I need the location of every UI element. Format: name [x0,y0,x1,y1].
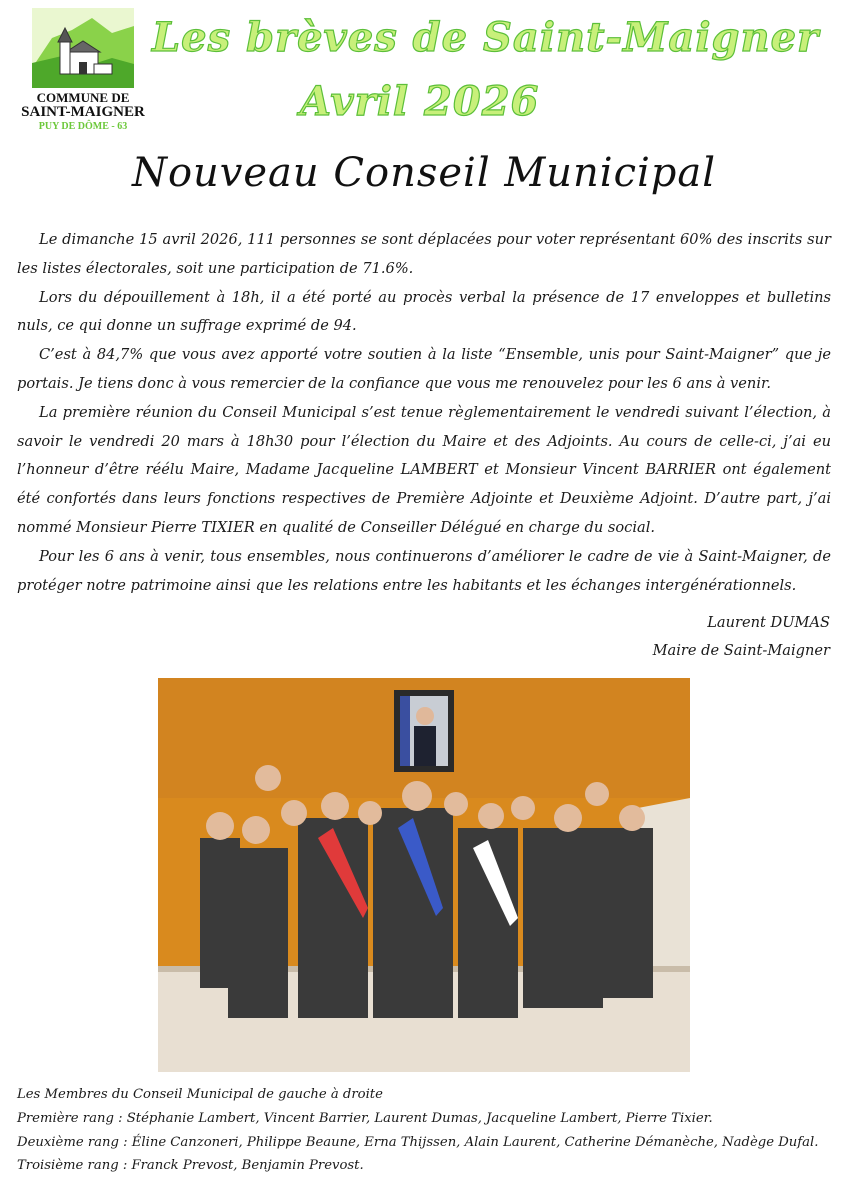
signature-name: Laurent DUMAS [707,614,830,631]
photo-caption [17,1083,831,1178]
article-paragraph: La première réunion du Conseil Municipal s’est tenue règlementairement le vendredi suivant l’élection, à savoir le vendredi 20 mars à 18h30 pour l’élection du Maire et des Adjoints. Au cours de celle-ci, j’ai eu l’honneur d’être réélu Maire, Madame Jacqueline LAMBERT et Monsieur Vincent BARRIER ont également été confortés dans leurs fonctions respectives de Première Adjointe et Deuxième Adjoint. D’autre part, j’ai nommé Monsieur Pierre TIXIER en qualité de Conseiller Délégué en charge du social. [17,403,831,536]
logo-department: PUY DE DÔME - 63 [38,121,128,132]
article-paragraph: Pour les 6 ans à venir, tous ensembles, nous continuerons d’améliorer le cadre de vie à Saint-Maigner, de protéger notre patrimoine ainsi que les relations entre les habitants et les échanges intergénérationnels. [17,547,831,594]
article-paragraph: Le dimanche 15 avril 2026, 111 personnes se sont déplacées pour voter représentant 60% des inscrits sur les listes électorales, soit une participation de 71.6%. [17,231,831,277]
caption-first-row: Première rang : Stéphanie Lambert, Vincent Barrier, Laurent Dumas, Jacqueline Lambert, Pierre Tixier. [17,1110,713,1126]
article-paragraph: C’est à 84,7% que vous avez apporté votre soutien à la liste “Ensemble, unis pour Saint-Maigner” que je portais. Je tiens donc à vous remercier de la confiance que vous me renouvelez pour les 6 ans à venir. [17,346,831,392]
logo-commune-name: SAINT-MAIGNER [21,104,145,120]
commune-logo [8,8,158,138]
caption-third-row: Troisième rang : Franck Prevost, Benjamin Prevost. [17,1158,364,1174]
caption-intro: Les Membres du Conseil Municipal de gauche à droite [17,1087,383,1102]
signature-title: Maire de Saint-Maigner [652,642,830,659]
article-paragraph: Lors du dépouillement à 18h, il a été porté au procès verbal la présence de 17 enveloppes et bulletins nuls, ce qui donne un suffrage exprimé de 94. [17,288,831,335]
article-body [17,226,831,600]
newsletter-title: Les brèves de Saint-Maigner [152,14,820,61]
article-headline: Nouveau Conseil Municipal [131,150,717,196]
logo-commune-label: COMMUNE DE [36,90,130,105]
newsletter-issue-date: Avril 2026 [300,78,540,125]
caption-second-row: Deuxième rang : Éline Canzoneri, Philippe Beaune, Erna Thijssen, Alain Laurent, Catherine Démanèche, Nadège Dufal. [17,1134,819,1150]
village-church-icon [32,8,134,88]
council-group-photo [158,678,690,1072]
